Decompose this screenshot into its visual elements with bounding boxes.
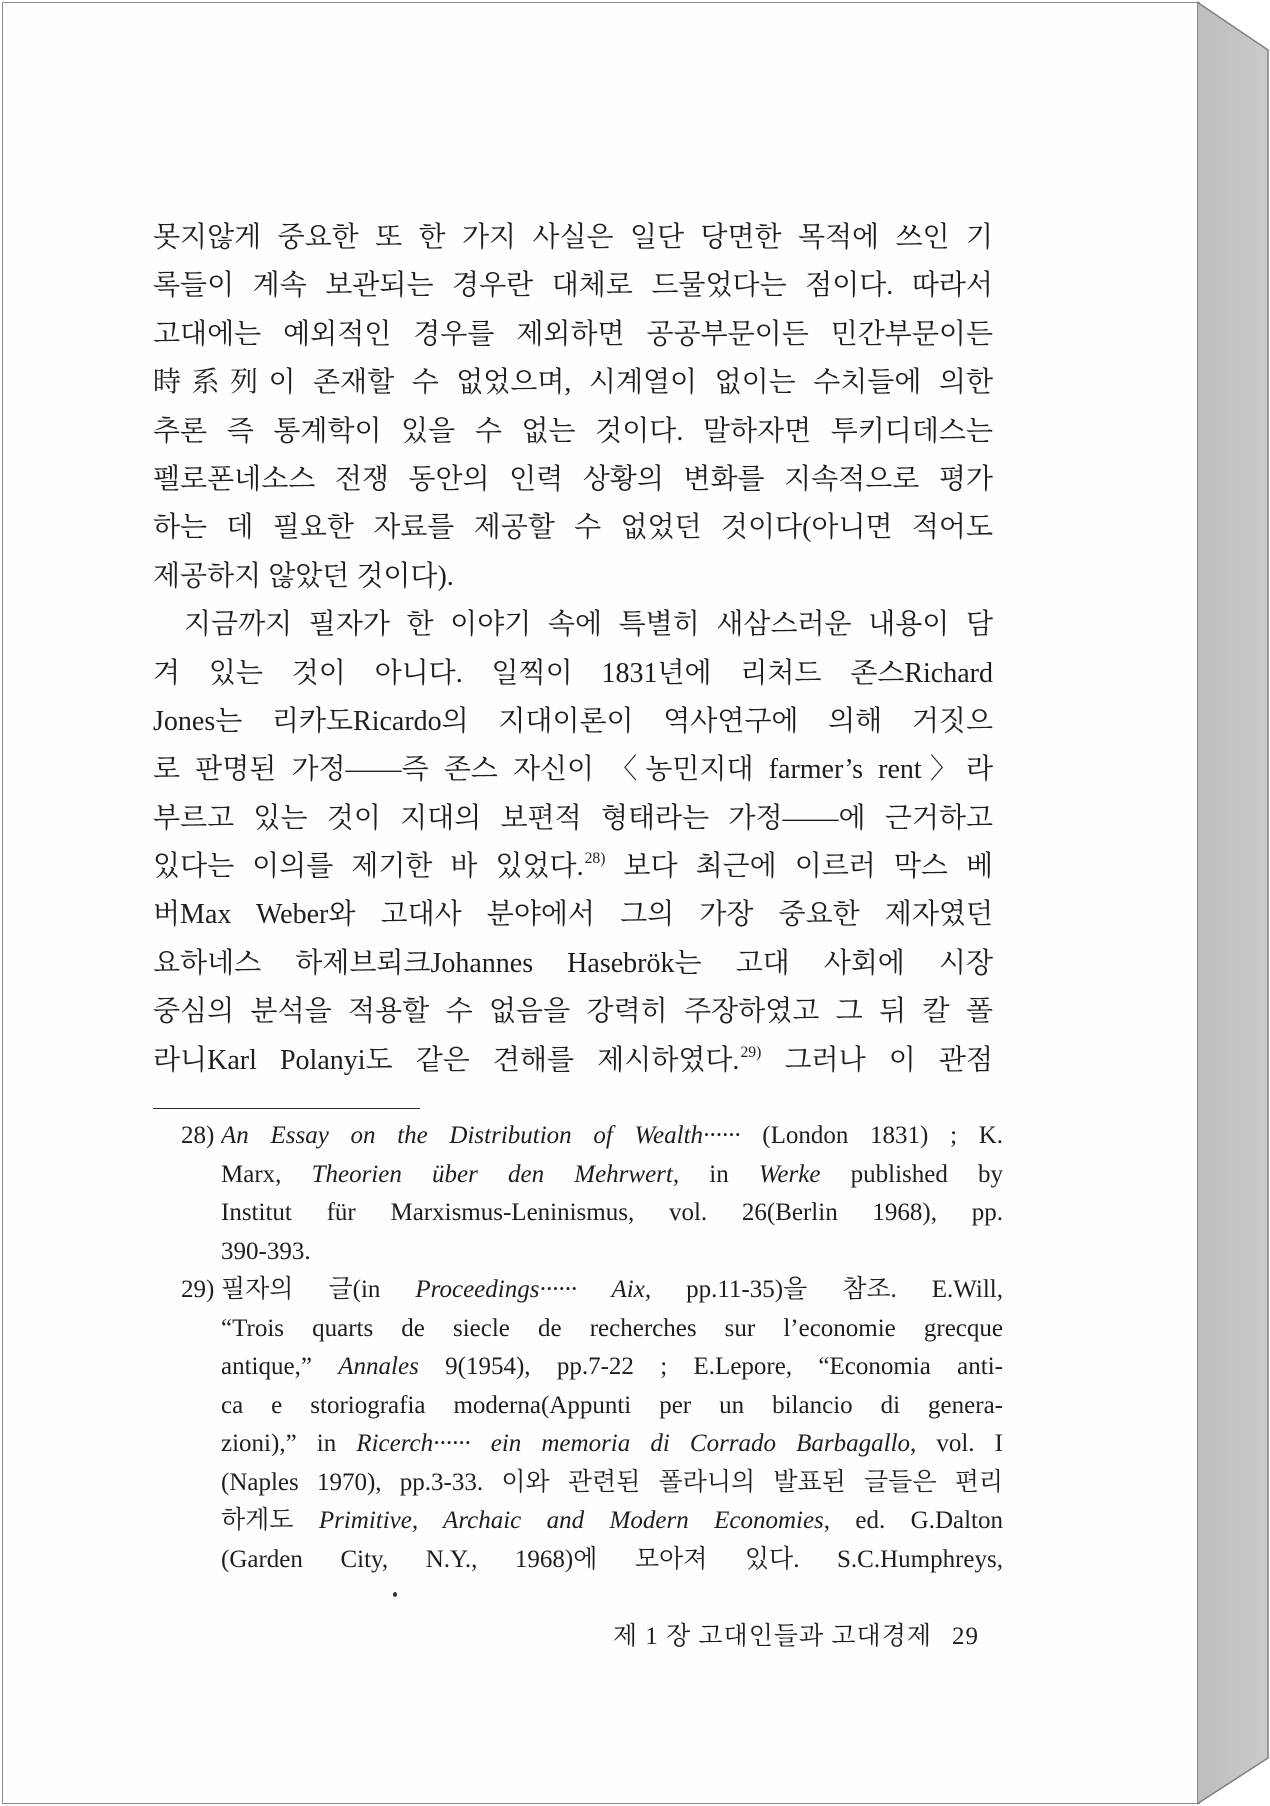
text-run: published by [820,1160,1003,1188]
text-run: antique,” [221,1353,339,1380]
text-run: Marx, [221,1160,312,1188]
text-line [153,650,993,698]
text-run: 고대에는 예외적인 경우를 제외하면 공공부문이든 민간부문이든 [153,318,993,350]
text-run: , ed. G.Dalton [823,1507,1003,1534]
text-line [153,988,993,1036]
italic-run: Ricerch······ ein memoria di Corrado Barbagallo [356,1430,911,1457]
text-run: 하는 데 필요한 자료를 제공할 수 없었던 것이다(아니면 적어도 [153,512,993,544]
text-line [153,456,993,504]
text-run: ca e storiografia moderna(Appunti per un bilancio di genera- [221,1391,1003,1419]
footnote [181,1117,1003,1271]
body-text [153,214,993,1085]
footnote-line [221,1348,1003,1387]
text-run: 時系列이 존재할 수 없었으며, 시계열이 없이는 수치들에 의한 [153,367,993,399]
text-run: 록들이 계속 보관되는 경우란 대체로 드물었다는 점이다. 따라서 [153,270,993,302]
footnote-line [221,1387,1003,1426]
text-run: zioni),” in [221,1430,357,1457]
footnote-line [221,1194,1003,1233]
text-run: 추론 즉 통계학이 있을 수 없는 것이다. 말하자면 투키디데스는 [153,415,993,447]
text-run: 그러나 이 관점 [761,1044,993,1076]
text-run: 있다는 이의를 제기한 바 있었다. [153,851,584,883]
italic-run: An Essay on the Distribution of Wealth······ [221,1122,741,1149]
text-run: , in [672,1160,759,1188]
text-line [153,795,993,843]
text-run: Jones는 리카도Ricardo의 지대이론이 역사연구에 의해 거짓으 [153,705,993,737]
text-run: 버Max Weber와 고대사 분야에서 그의 가장 중요한 제자였던 [153,899,993,931]
chapter-title: 제 1 장 고대인들과 고대경제 [612,1623,932,1650]
italic-run: Werke [758,1160,821,1188]
text-run: (London 1831) ; K. [740,1122,1003,1149]
footnote [181,1271,1003,1579]
text-line [153,1037,993,1085]
footnote-body [221,1271,1003,1579]
text-run: 필자의 글(in [221,1276,416,1303]
italic-run: Theorien über den Mehrwert [311,1160,673,1188]
text-line [153,601,993,649]
text-run: 보다 최근에 이르러 막스 베 [605,851,993,883]
text-run: 부르고 있는 것이 지대의 보편적 형태라는 가정——에 근거하고 [153,802,993,834]
text-line [153,698,993,746]
footnote-line [221,1156,1003,1195]
page-edge-thickness [1197,0,1270,1806]
running-footer [520,1619,979,1655]
text-run: Institut für Marxismus-Leninismus, vol. 26(Berlin 1968), pp. [221,1199,1003,1226]
scan-speck [393,1592,397,1597]
paragraph [153,601,993,1085]
text-run: 지금까지 필자가 한 이야기 속에 특별히 새삼스러운 내용이 담 [184,609,993,641]
footnote-rule [153,1108,420,1109]
text-line [153,891,993,939]
italic-run: Proceedings······ Aix [415,1276,645,1303]
text-run: 하게도 [221,1507,319,1534]
footnote-line [221,1425,1003,1464]
text-run: “Trois quarts de siecle de recherches sur l’economie grecque [221,1314,1003,1342]
footnote-line [221,1117,1003,1156]
text-run: , vol. I [910,1430,1003,1457]
footnote-label: 28) [181,1122,215,1149]
text-line [153,746,993,794]
footnotes [181,1117,1003,1579]
text-run: 겨 있는 것이 아니다. 일찍이 1831년에 리처드 존스Richard [153,657,993,689]
text-run: 390-393. [221,1237,311,1265]
text-run: 못지않게 중요한 또 한 가지 사실은 일단 당면한 목적에 쓰인 기 [153,222,993,253]
page-number: 29 [952,1623,979,1650]
text-line [153,311,993,359]
footnote-ref: 28) [584,850,606,868]
text-run: 펠로폰네소스 전쟁 동안의 인력 상황의 변화를 지속적으로 평가 [153,463,993,495]
text-line [153,408,993,456]
text-line [153,262,993,310]
text-run: 중심의 분석을 적용할 수 없음을 강력히 주장하였고 그 뒤 칼 폴 [153,996,993,1028]
footnote-label: 29) [181,1276,215,1303]
footnote-line [221,1464,1003,1503]
text-line [153,843,993,891]
text-line [153,553,993,601]
text-run: 제공하지 않았던 것이다). [153,560,454,592]
footnote-line [221,1502,1003,1541]
footnote-line [221,1541,1003,1580]
italic-run: Annales [338,1353,419,1380]
text-run: (Naples 1970), pp.3-33. 이와 관련된 폴라니의 발표된 글들은 편리 [221,1468,1003,1496]
footnote-line [221,1310,1003,1349]
text-run: 로 판명된 가정——즉 존스 자신이 〈농민지대 farmer’s rent〉라 [153,754,993,786]
text-line [153,504,993,552]
text-line [153,359,993,407]
text-run: , pp.11-35)을 참조. E.Will, [644,1276,1003,1303]
footnote-body [221,1117,1003,1271]
text-line [153,214,993,262]
text-run: 9(1954), pp.7-22 ; E.Lepore, “Economia anti- [418,1353,1003,1380]
text-run: 라니Karl Polanyi도 같은 견해를 제시하였다. [153,1044,740,1076]
footnote-line [221,1233,1003,1272]
text-run: (Garden City, N.Y., 1968)에 모아져 있다. S.C.Humphreys, [221,1545,1003,1573]
paragraph [153,214,993,601]
text-run: 요하네스 하제브뢰크Johannes Hasebrök는 고대 사회에 시장 [153,947,993,979]
text-line [153,940,993,988]
footnote-line [221,1271,1003,1310]
italic-run: Primitive, Archaic and Modern Economies [318,1507,824,1534]
footnote-ref: 29) [740,1043,762,1061]
